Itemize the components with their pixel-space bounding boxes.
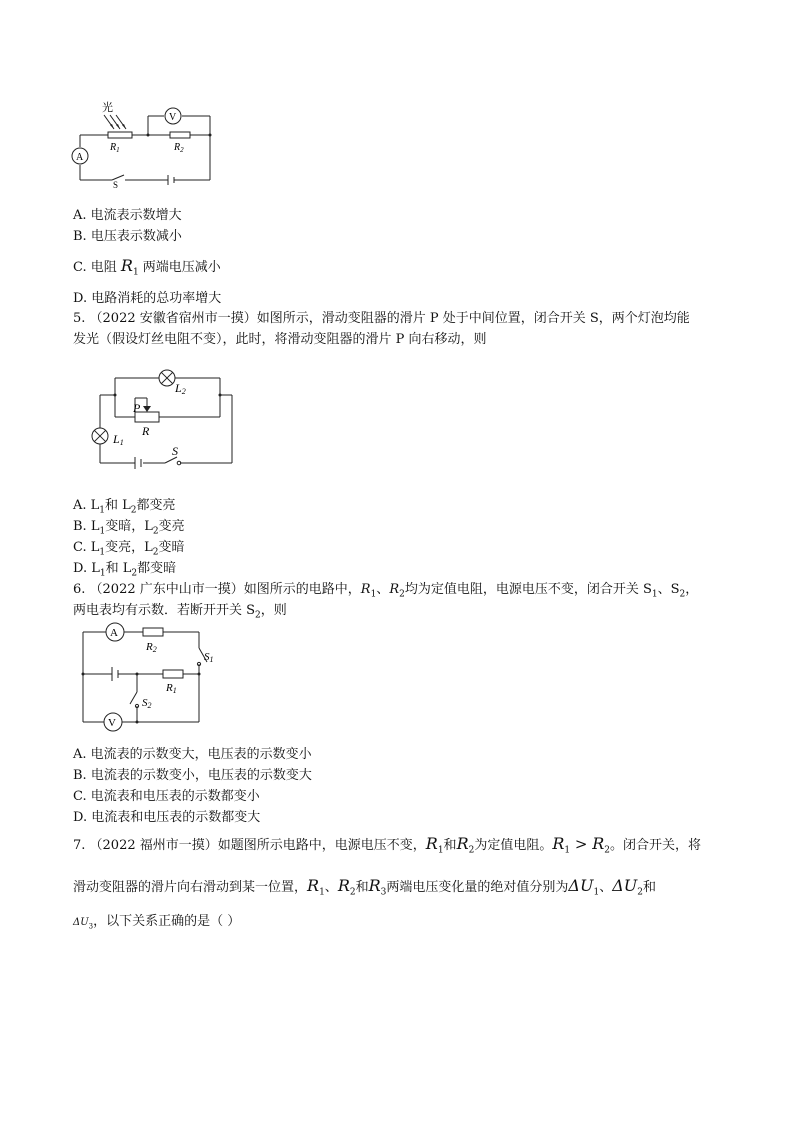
- q7-stem-line3: $\Delta U_3$，以下关系正确的是（ ）: [73, 914, 241, 931]
- svg-text:L1: [112, 432, 124, 447]
- q5-circuit-diagram: [85, 360, 245, 475]
- svg-text:R1: [109, 142, 120, 154]
- q6-s2-sub: 2: [147, 701, 152, 710]
- q6-circuit-diagram: [75, 618, 225, 733]
- q4-option-a[interactable]: A. 电流表示数增大: [73, 208, 182, 223]
- q7-stem-line2: 滑动变阻器的滑片向右滑动到某一位置，$R_1$、$R_2$和$R_3$两端电压变化量的绝对值分别为$\Delta U_1$、$\Delta U_2$和: [73, 876, 656, 898]
- q6-option-b[interactable]: B. 电流表的示数变小，电压表的示数变大: [73, 768, 312, 783]
- q6-r2-label: R: [146, 641, 153, 653]
- q5-r-label: R: [142, 424, 150, 438]
- q4-voltmeter-label: V: [169, 112, 177, 123]
- q4-option-c[interactable]: [73, 256, 221, 278]
- q4-ammeter-label: A: [76, 152, 84, 163]
- q4-r1-label: R: [110, 142, 117, 153]
- q5-s-label: S: [172, 444, 178, 458]
- q4-r1-sub: 1: [116, 146, 120, 154]
- q5-p-label: P: [133, 401, 141, 415]
- q5-option-b[interactable]: B. $L_1$变暗，$L_2$变亮: [73, 519, 185, 537]
- q5-stem-line1: 5. （2022 安徽省宿州市一摸）如图所示，滑动变阻器的滑片 P 处于中间位置，闭合开关 S，两个灯泡均能: [73, 311, 690, 326]
- q6-option-c[interactable]: C. 电流表和电压表的示数都变小: [73, 789, 260, 804]
- svg-text:L2: [174, 381, 186, 396]
- q6-voltmeter-label: V: [108, 717, 116, 729]
- q4-light-label: 光: [102, 102, 113, 114]
- q5-l2-sub: 2: [181, 387, 186, 396]
- q4-option-c-sub: 1: [132, 267, 139, 278]
- q6-s1-sub: 1: [209, 655, 214, 664]
- q6-ammeter-label: A: [110, 627, 118, 639]
- q6-r1-sub: 1: [172, 686, 177, 695]
- q5-option-d[interactable]: D. $L_1$和 $L_2$都变暗: [73, 561, 177, 579]
- q7-stem-line1: 7. （2022 福州市一摸）如题图所示电路中，电源电压不变，$R_1$和$R_2$为定值电阻。$R_1 > R_2$。闭合开关，将: [73, 834, 702, 856]
- svg-text:S1: [204, 651, 214, 664]
- svg-text:R2: [145, 641, 157, 654]
- q6-r2-sub: 2: [152, 645, 157, 654]
- q5-l1-label: L: [113, 432, 120, 446]
- q4-circuit-diagram: [60, 95, 220, 190]
- q4-option-b[interactable]: B. 电压表示数减小: [73, 229, 182, 244]
- q6-s1-label: S: [204, 651, 210, 663]
- q4-option-d[interactable]: D. 电路消耗的总功率增大: [73, 291, 222, 306]
- svg-text:S2: [142, 697, 152, 710]
- q4-r2-label: R: [174, 142, 181, 153]
- q5-l1-sub: 1: [119, 438, 124, 447]
- q4-option-c-tail: 两端电压减小: [138, 260, 221, 275]
- q6-option-d[interactable]: D. 电流表和电压表的示数都变大: [73, 810, 261, 825]
- q4-r2-sub: 2: [180, 146, 184, 154]
- q6-option-a[interactable]: A. 电流表的示数变大，电压表的示数变小: [73, 747, 312, 762]
- q4-option-c-prefix: C. 电阻: [73, 260, 121, 275]
- q4-switch-label: S: [113, 180, 119, 190]
- q6-stem-line2: 两电表均有示数．若断开开关 $S_2$，则: [73, 603, 287, 621]
- q5-option-a[interactable]: A. $L_1$和 $L_2$都变亮: [73, 498, 176, 516]
- q6-stem-line1: 6. （2022 广东中山市一摸）如图所示的电路中，$R_1$、$R_2$均为定值电阻，电源电压不变，闭合开关 $S_1$、$S_2$，: [73, 582, 699, 600]
- q5-option-c[interactable]: C. $L_1$变亮，$L_2$变暗: [73, 540, 185, 558]
- q5-stem-line2: 发光（假设灯丝电阻不变），此时，将滑动变阻器的滑片 P 向右移动，则: [73, 332, 487, 347]
- q6-r1-label: R: [166, 682, 173, 694]
- svg-text:R2: [173, 142, 184, 154]
- svg-text:R1: [165, 682, 177, 695]
- q4-option-c-r: R: [120, 256, 133, 275]
- q5-l2-label: L: [175, 381, 182, 395]
- q6-s2-label: S: [142, 697, 148, 709]
